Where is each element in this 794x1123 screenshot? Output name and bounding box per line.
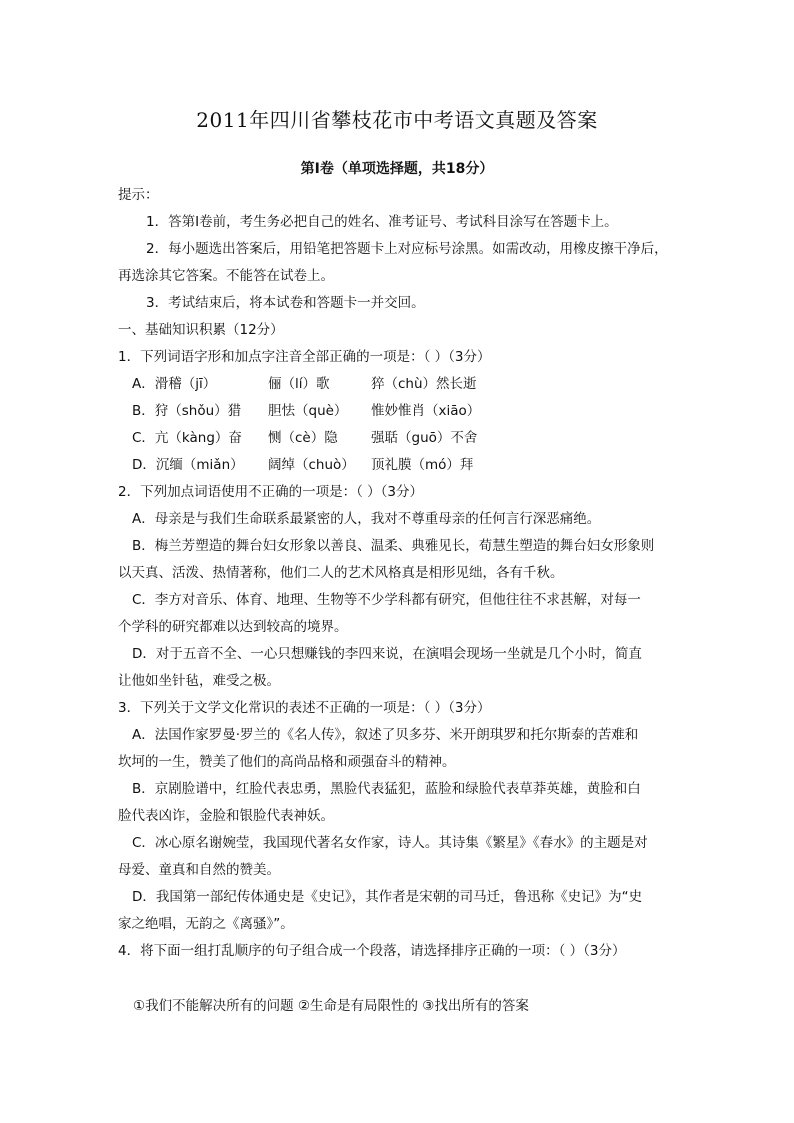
- q1-option-b-word3: 惟妙惟肖（xiāo）: [371, 403, 481, 419]
- q2-option-c: C．李方对音乐、体育、地理、生物等不少学科都有研究，但他往往不求甚解，对每一: [132, 592, 641, 608]
- q4-sentences: ①我们不能解决所有的问题 ②生命是有局限性的 ③找出所有的答案: [133, 998, 529, 1014]
- tip-item-continuation: 再选涂其它答案。不能答在试卷上。: [118, 268, 334, 284]
- q2-option-b: B．梅兰芳塑造的舞台妇女形象以善良、温柔、典雅见长，荀慧生塑造的舞台妇女形象则: [132, 538, 655, 554]
- q1-option-a-word3: 猝（chù）然长逝: [371, 376, 477, 392]
- q3-option-b-continuation: 脸代表凶诈，金脸和银脸代表神妖。: [118, 808, 334, 824]
- q3-option-b: B．京剧脸谱中，红脸代表忠勇，黑脸代表猛犯，蓝脸和绿脸代表草莽英雄，黄脸和白: [132, 781, 641, 797]
- q3-option-d-continuation: 家之绝唱，无韵之《离骚》”。: [118, 916, 294, 932]
- document-title: 2011年四川省攀枝花市中考语文真题及答案: [196, 108, 598, 132]
- tip-item: 3．考试结束后，将本试卷和答题卡一并交回。: [146, 295, 425, 311]
- q1-option-a-word1: A．滑稽（jī）: [132, 376, 217, 392]
- question-4-stem: 4．将下面一组打乱顺序的句子组合成一个段落，请选择排序正确的一项：（ ）（3分）: [118, 943, 626, 959]
- question-3-stem: 3．下列关于文学文化常识的表述不正确的一项是：（ ）（3分）: [118, 700, 491, 716]
- q1-option-d-word1: D．沉缅（miǎn）: [132, 457, 244, 473]
- q3-option-d: D．我国第一部纪传体通史是《史记》，其作者是宋朝的司马迁，鲁迅称《史记》为“史: [132, 889, 643, 905]
- tip-item: 1．答第Ⅰ卷前，考生务必把自己的姓名、准考证号、考试科目涂写在答题卡上。: [146, 214, 618, 230]
- q2-option-a: A．母亲是与我们生命联系最紧密的人，我对不尊重母亲的任何言行深恶痛绝。: [132, 511, 601, 527]
- q3-option-a-continuation: 坎坷的一生，赞美了他们的高尚品格和顽强奋斗的精神。: [118, 754, 456, 770]
- q1-option-c-word1: C．亢（kàng）奋: [132, 430, 242, 446]
- q1-option-c-word3: 强聒（guō）不舍: [371, 430, 478, 446]
- tip-item: 2．每小题选出答案后，用铅笔把答题卡上对应标号涂黑。如需改动，用橡皮擦干净后，: [146, 241, 668, 257]
- q2-option-c-continuation: 个学科的研究都难以达到较高的境界。: [118, 619, 348, 635]
- question-1-stem: 1．下列词语字形和加点字注音全部正确的一项是：（ ）（3分）: [118, 349, 491, 365]
- q1-option-a-word2: 俪（lí）歌: [268, 376, 330, 392]
- q1-option-d-word2: 阔绰（chuò）: [268, 457, 355, 473]
- part-one-heading: 一、基础知识积累（12分）: [118, 322, 284, 338]
- q2-option-d-continuation: 让他如坐针毡，难受之极。: [118, 673, 280, 689]
- question-2-stem: 2．下列加点词语使用不正确的一项是：（ ）（3分）: [118, 484, 423, 500]
- q3-option-c-continuation: 母爱、童真和自然的赞美。: [118, 862, 280, 878]
- section-heading: 第Ⅰ卷（单项选择题，共18分）: [300, 161, 494, 177]
- q1-option-b-word2: 胆怯（què）: [268, 403, 348, 419]
- q1-option-b-word1: B．狩（shǒu）猎: [132, 403, 242, 419]
- q2-option-b-continuation: 以天真、活泼、热情著称，他们二人的艺术风格真是相形见绌，各有千秋。: [118, 565, 564, 581]
- q3-option-c: C．冰心原名谢婉莹，我国现代著名女作家，诗人。其诗集《繁星》《春水》的主题是对: [132, 835, 648, 851]
- tips-label: 提示：: [118, 187, 159, 203]
- q2-option-d: D．对于五音不全、一心只想赚钱的李四来说，在演唱会现场一坐就是几个小时，简直: [132, 646, 642, 662]
- q1-option-d-word3: 顶礼膜（mó）拜: [371, 457, 474, 473]
- q1-option-c-word2: 恻（cè）隐: [268, 430, 338, 446]
- q3-option-a: A．法国作家罗曼·罗兰的《名人传》，叙述了贝多芬、米开朗琪罗和托尔斯泰的苦难和: [132, 727, 639, 743]
